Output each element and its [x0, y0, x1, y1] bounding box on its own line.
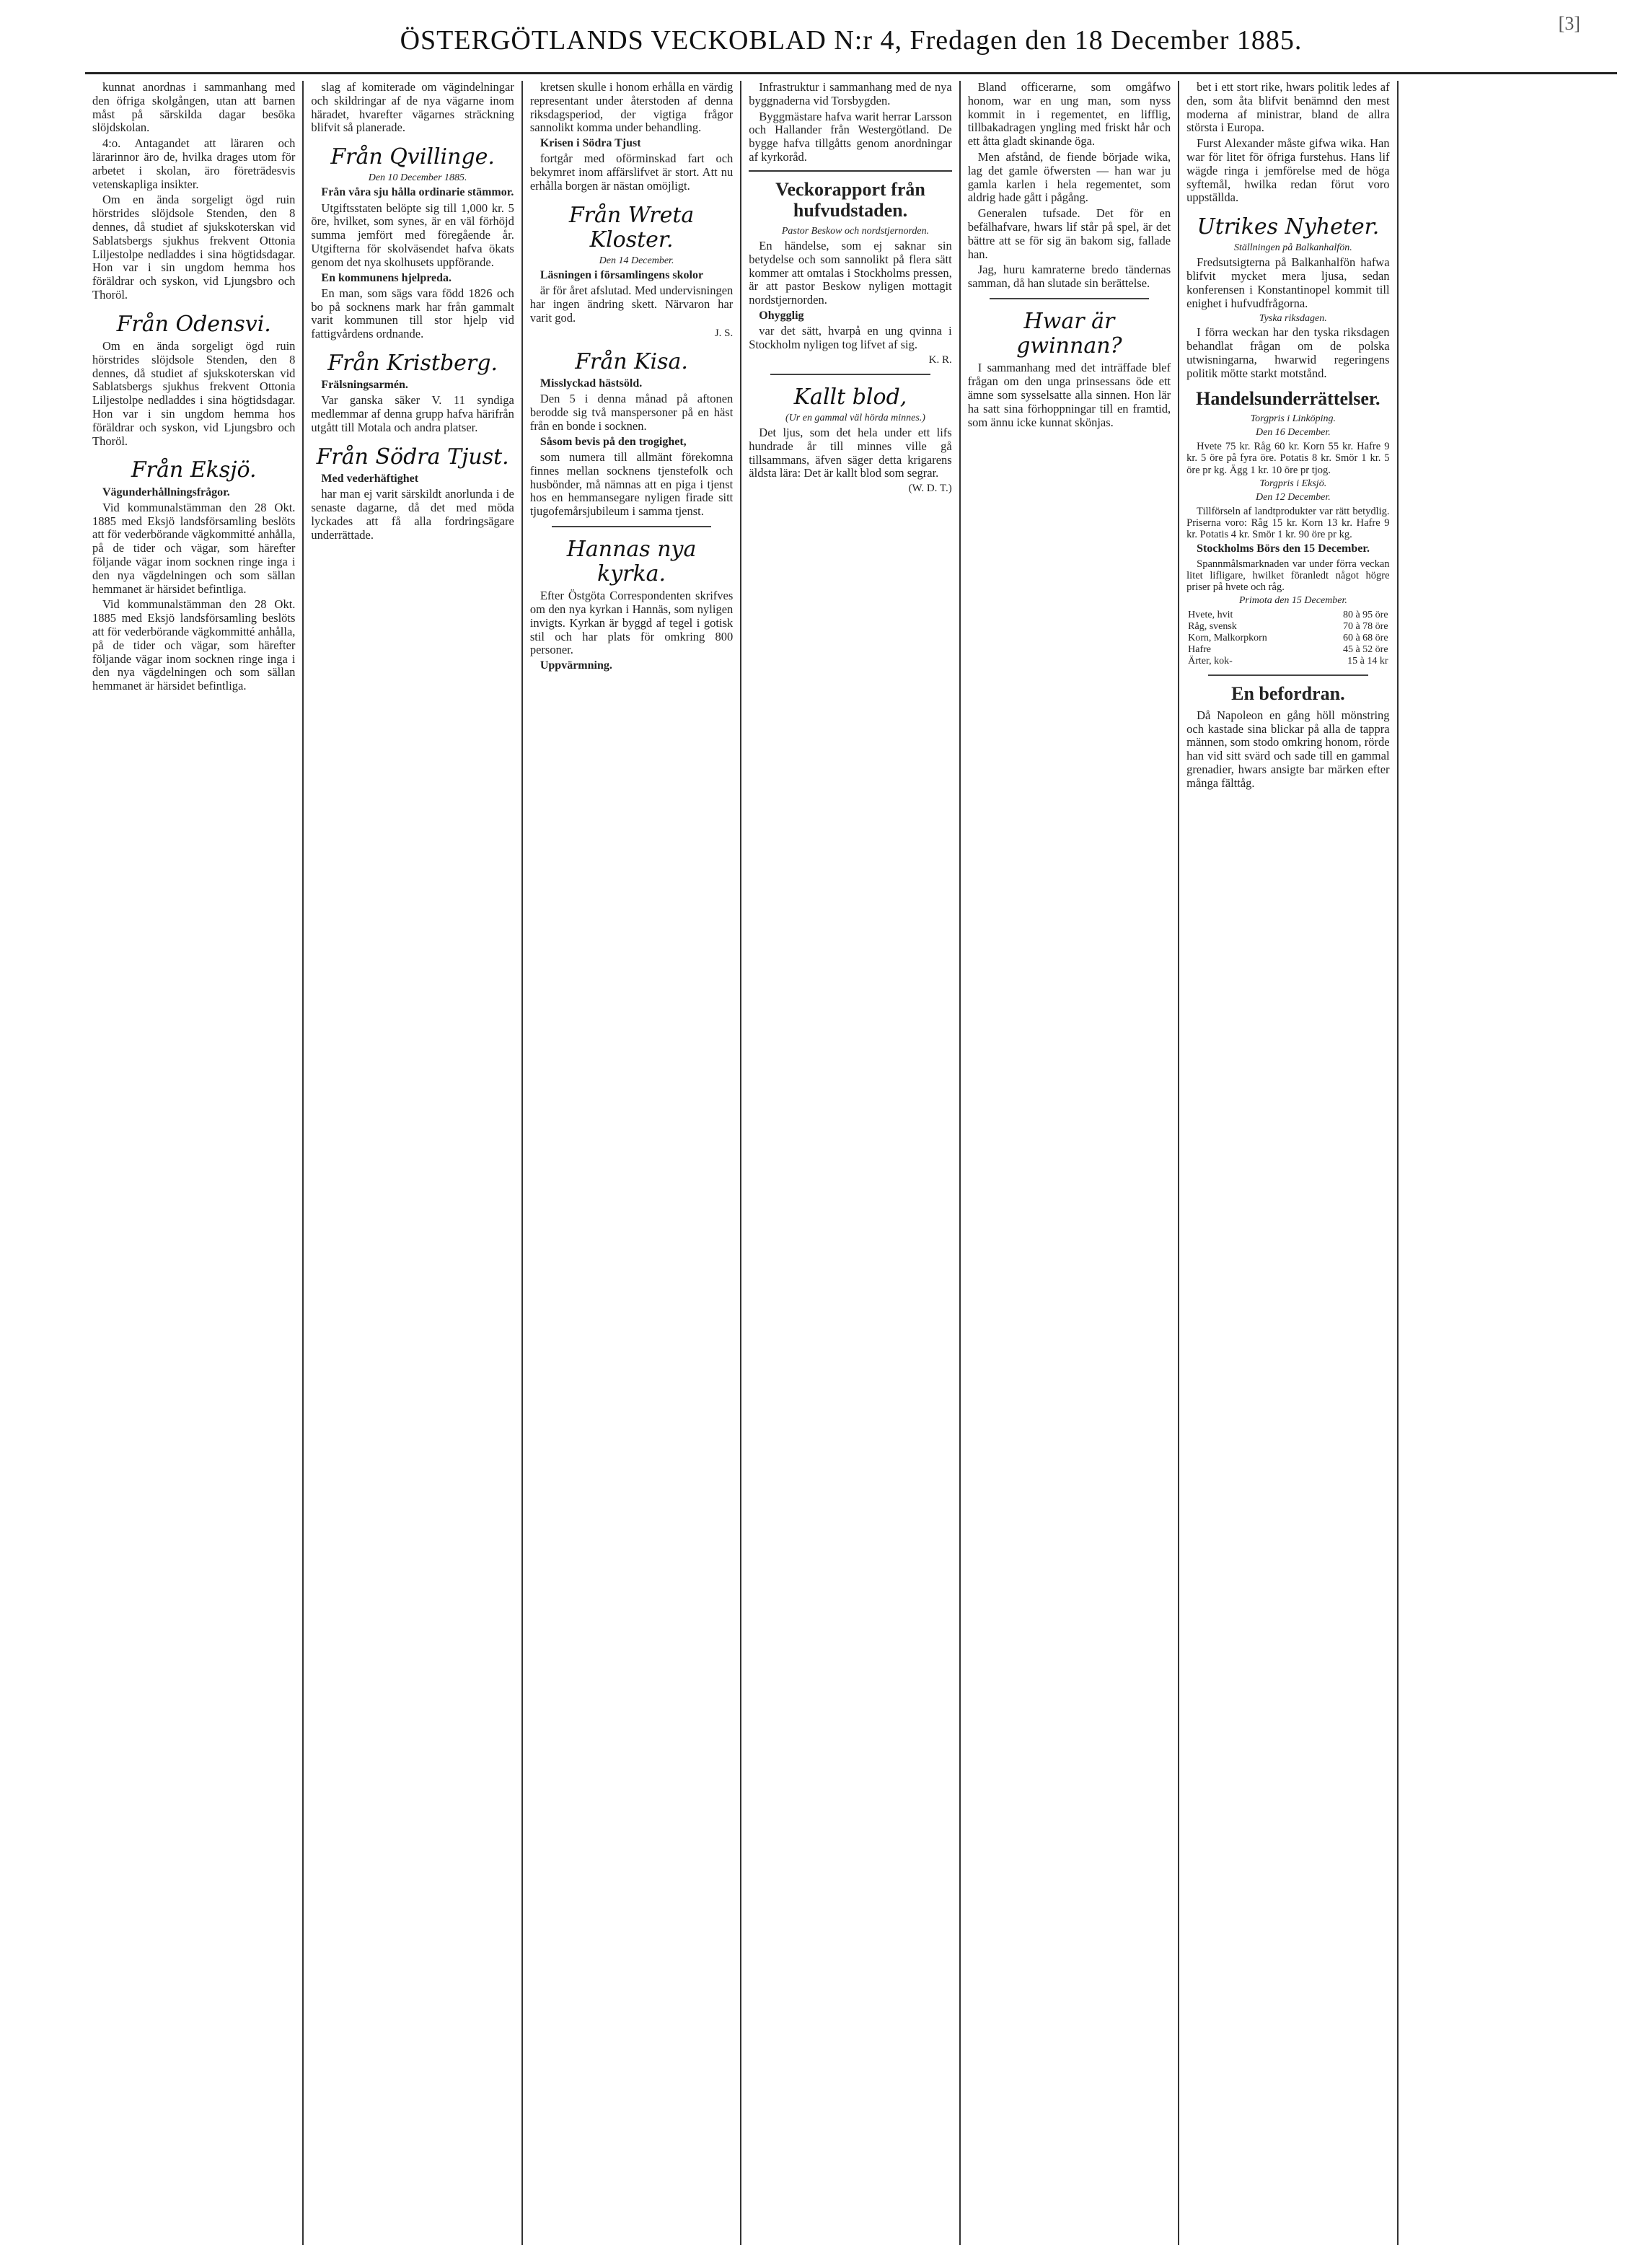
newspaper-columns — [85, 81, 1617, 2245]
subheading: En kommunens hjelpreda. — [321, 271, 452, 284]
article-text: Det ljus, som det hela under ett lifs hundrade år till minnes ville gå tillsammans, äfven säger detta krigarens äldsta lära: Det är kallt blod som segrar. — [749, 426, 952, 480]
article-text: kretsen skulle i honom erhålla en värdig representant under återstoden af denna riksdagsperiod, der vigtiga frågor sannolikt komma under behandling. — [529, 81, 734, 135]
price-label: Hafre — [1188, 644, 1212, 656]
price-label: Korn, Malkorpkorn — [1188, 633, 1267, 644]
article-text: Generalen tufsade. Det för en befälhafvare, hwars lif står på spel, är det bättre att se för sig än bakom sig, fallade han. — [967, 206, 1171, 261]
article-text: I sammanhang med det inträffade blef frågan om den unga prinsessans öde ett ämne som sysselsatte alla sinnen. Hon lär ha satt sina förhoppningar till en framtid, som ännu icke kunnat skönjas. — [967, 361, 1171, 429]
article-text: bet i ett stort rike, hwars politik ledes af den, som åta blifvit benämnd den mest moderna af ministrar, bland de allra största i Europa. — [1186, 81, 1390, 135]
article-text: Tillförseln af landtprodukter var rätt betydlig. Priserna voro: Råg 15 kr. Korn 13 kr. Hafre 9 kr. Potatis 4 kr. Smör 1 kr. 90 öre pr kg. — [1186, 505, 1390, 541]
headline-befordran: En befordran. — [1231, 683, 1345, 705]
divider — [990, 298, 1149, 299]
article-text: Bland officerarne, som omgåfwo honom, war en ung man, som nyss kommit in i regementet, en lifflig, tillbakadragen yngling med friskt hår och ett åtta gladt skinande öga. — [967, 81, 1171, 149]
column-5 — [961, 81, 1179, 2245]
divider — [552, 526, 711, 527]
price-table — [1186, 610, 1389, 667]
price-label: Råg, svensk — [1188, 621, 1237, 633]
subheading: Stockholms Börs den 15 December. — [1197, 542, 1370, 555]
divider — [770, 374, 930, 375]
article-text: Furst Alexander måste gifwa wika. Han war för litet för öfriga furstehus. Hans lif wägde ringa i jemförelse med de höga syftemål, hwilka redan förut voro uppställda. — [1186, 136, 1390, 205]
article-text: Hvete 75 kr. Råg 60 kr. Korn 55 kr. Hafre 9 kr. 5 öre på fyra öre. Potatis 8 kr. Smör 1 kr. 5 öre pr kg. Ägg 1 kr. 10 öre pr tjog. — [1186, 441, 1390, 476]
divider — [1208, 674, 1368, 676]
headline-odensvi: Från Odensvi. — [116, 311, 271, 337]
subheading: (Ur en gammal väl hörda minnes.) — [785, 413, 925, 424]
article-text: fortgår med oförminskad fart och bekymret inom affärslifvet är stort. Att nu erhålla borgen är nästan omöjligt. — [529, 151, 734, 193]
column-4 — [741, 81, 960, 2245]
price-value: 80 à 95 öre — [1342, 610, 1388, 621]
headline-hwar: Hwar är gwinnan? — [1016, 308, 1122, 359]
price-label: Hvete, hvit — [1188, 610, 1233, 621]
price-row — [1186, 610, 1389, 621]
article-text: Men afstånd, de fiende började wika, lag det gamle öfwersten — han war ju gamla karlen i hela regementet, som aldrig hade gått i pågång. — [967, 149, 1171, 205]
section-rule — [749, 170, 951, 172]
headline-veckorapport: Veckorapport från hufvudstaden. — [775, 178, 925, 221]
article-text: Fredsutsigterna på Balkanhalfön hafwa blifvit mycket mera ljusa, sedan konferensen i Konstantinopel kommit till enighet i hufvudfrågorna. — [1186, 255, 1390, 310]
headline-kallt-blod: Kallt blod, — [793, 384, 907, 410]
subheading: Såsom bevis på den trogighet, — [540, 435, 687, 448]
headline-kristberg: Från Kristberg. — [327, 350, 498, 376]
signature: J. S. — [714, 327, 734, 339]
price-value: 15 à 14 kr — [1347, 656, 1388, 667]
article-text: har man ej varit särskildt anorlunda i de senaste dagarne, då det med möda lyckades att få alla fordringsägare underrättade. — [311, 487, 514, 542]
masthead: ÖSTERGÖTLANDS VECKOBLAD N:r 4, Fredagen den 18 December 1885. — [400, 25, 1303, 56]
subheading: Med vederhäftighet — [321, 472, 419, 485]
headline-kisa: Från Kisa. — [575, 348, 688, 374]
subheading: Torgpris i Eksjö. — [1259, 478, 1327, 489]
price-value: 45 à 52 öre — [1342, 644, 1388, 656]
article-text: slag af komiterade om vägindelningar och skildringar af de nya vägarne inom häradet, hvarefter vägarnes sträckning blifvit så planerade. — [311, 81, 514, 135]
price-label: Ärter, kok- — [1188, 656, 1233, 667]
article-text: Vid kommunalstämman den 28 Okt. 1885 med Eksjö landsförsamling beslöts att för vederbörande vägkommitté anhålla, på de tider och vägar, som härefter följande vägar inom socknen ringe inga i den nya vägdelningen och som sällan hemmanet är härsidet befintliga. — [92, 500, 296, 596]
article-text: som numera till allmänt förekomna finnes mellan socknens tjenstefolk och husbönder, må nämnas att en piga i tjenst hos en hemmansegare nyligen firade sitt tjugofemårsjubileum i samma tjenst. — [529, 449, 734, 519]
article-text: kunnat anordnas i sammanhang med den öfriga skolgången, utan att barnen måst på särskilda dagar besöka slöjdskolan. — [92, 81, 296, 135]
subheading: Ohygglig — [759, 309, 804, 322]
subheading: Misslyckad hästsöld. — [540, 377, 643, 390]
article-text: I förra weckan har den tyska riksdagen behandlat frågan om de polska utwisningarna, hwarwid regeringens politik mötte starkt motstånd. — [1186, 325, 1390, 380]
headline-wreta: Från Wreta Kloster. — [568, 202, 695, 252]
headline-handel: Handelsunderrättelser. — [1196, 387, 1380, 409]
column-2 — [304, 81, 522, 2245]
article-text: Då Napoleon en gång höll mönstring och kastade sina blickar på alla de tappra männen, som stodo omkring honom, rörde han vid sitt svärd och sade till en gammal grenadier, hwars ansigte bar märken efter många fälttåg. — [1186, 708, 1390, 790]
article-text: Byggmästare hafva warit herrar Larsson och Hallander från Westergötland. De bygge hafva tillgåtts genom anordningar af kyrkoråd. — [749, 109, 952, 164]
subheading: Från våra sju hålla ordinarie stämmor. — [321, 186, 514, 199]
signature: K. R. — [928, 353, 952, 366]
subheading: Torgpris i Linköping. — [1250, 413, 1336, 425]
dateline: Den 14 December. — [599, 255, 674, 267]
subheading: Uppvärmning. — [540, 659, 612, 672]
article-text: Infrastruktur i sammanhang med de nya byggnaderna vid Torsbygden. — [749, 81, 952, 107]
subheading: Tyska riksdagen. — [1259, 312, 1327, 324]
article-text: 4:o. Antagandet att läraren och lärarinnor äro de, hvilka drages utom för arbetet i skolan, äro företrädesvis vetenskapliga insikter. — [92, 136, 296, 191]
column-1 — [85, 81, 304, 2245]
article-text: Om en ända sorgeligt ögd ruin hörstrides slöjdsole Stenden, den 8 dennes, då studiet af sjukskoterskan vid Sablatsbergs sjukhus frekvent Ottonia Liljestolpe nedladdes i sina högtidsdagar. Hon var i sin ungdom hemma hos föräldrar och syskon, vid Ljungsbro och Thoröl. — [92, 193, 296, 302]
price-row — [1186, 644, 1389, 656]
dateline: Den 12 December. — [1255, 491, 1331, 503]
subheading: Pastor Beskow och nordstjernorden. — [781, 226, 930, 237]
price-row — [1186, 633, 1389, 644]
price-value: 70 à 78 öre — [1342, 621, 1388, 633]
subheading: Frälsningsarmén. — [321, 379, 408, 392]
article-text: Efter Östgöta Correspondenten skrifves om den nya kyrkan i Hannäs, som nyligen invigts. Kyrkan är byggd af tegel i gotisk stil och har plats för omkring 800 personer. — [529, 589, 734, 657]
article-text: Spannmålsmarknaden var under förra veckan litet lifligare, hwilket föranledt något högre priser på hvete och råg. — [1186, 558, 1390, 594]
column-6 — [1179, 81, 1398, 2245]
article-text: Utgiftsstaten belöpte sig till 1,000 kr. 5 öre, hvilket, som synes, är en väl förhöjd summa jemfört med föregående år. Utgifterna för skolväsendet hafva ökats genom det nya skolhusets uppförande. — [311, 201, 514, 269]
dateline: Den 10 December 1885. — [368, 172, 467, 184]
subheading: Läsningen i församlingens skolor — [540, 269, 704, 282]
article-text: En händelse, som ej saknar sin betydelse och som sannolikt på flera sätt kommer att omtalas i Stockholms pressen, är att pastor Beskow nyligen mottagit nordstjernorden. — [749, 238, 952, 307]
article-text: Vid kommunalstämman den 28 Okt. 1885 med Eksjö landsförsamling beslöts att för vederbörande vägkommitté anhålla, på de tider och vägar, som härefter följande vägar inom socknen ringe inga i den nya vägdelningen och som sällan hemmanet är härsidet befintliga. — [92, 597, 296, 693]
subheading: Primota den 15 December. — [1238, 595, 1347, 607]
headline-utrikes: Utrikes Nyheter. — [1197, 214, 1380, 240]
signature: (W. D. T.) — [908, 483, 952, 495]
article-text: Den 5 i denna månad på aftonen berodde sig två manspersoner på en häst från en bonde i socknen. — [529, 392, 734, 433]
page-number: [3] — [1558, 13, 1580, 34]
headline-qvillinge: Från Qvillinge. — [330, 144, 495, 170]
headline-sodra-tjust: Från Södra Tjust. — [316, 444, 509, 470]
article-text: Var ganska säker V. 11 syndiga medlemmar af denna grupp hafva härifrån utgått till Motala och andra platser. — [311, 393, 514, 434]
masthead-rule — [85, 72, 1617, 74]
subheading: Krisen i Södra Tjust — [540, 137, 641, 150]
price-row — [1186, 656, 1389, 667]
headline-eksjo: Från Eksjö. — [131, 457, 257, 483]
article-text: var det sätt, hvarpå en ung qvinna i Stockholm nyligen tog lifvet af sig. — [749, 324, 952, 351]
article-text: Jag, huru kamraterne bredo tändernas samman, då han slutade sin berättelse. — [967, 263, 1171, 291]
article-text: En man, som sägs vara född 1826 och bo på socknens mark har från gammalt varit kommunen till stor hjelp vid fattigvårdens ordnande. — [311, 286, 514, 341]
dateline: Den 16 December. — [1255, 427, 1331, 439]
article-text: är för året afslutad. Med undervisningen har ingen ändring skett. Närvaron har varit god. — [529, 284, 734, 325]
subheading: Vägunderhållningsfrågor. — [102, 485, 230, 498]
column-7 — [1399, 81, 1617, 2245]
column-3 — [523, 81, 741, 2245]
price-value: 60 à 68 öre — [1342, 633, 1388, 644]
headline-hannas: Hannas nya kyrka. — [566, 536, 697, 587]
price-row — [1186, 621, 1389, 633]
subheading: Ställningen på Balkanhalfön. — [1233, 242, 1352, 254]
article-text: Om en ända sorgeligt ögd ruin hörstrides slöjdsole Stenden, den 8 dennes, då studiet af sjukskoterskan vid Sablatsbergs sjukhus frekvent Ottonia Liljestolpe nedladdes i sina högtidsdagar. Hon var i sin ungdom hemma hos föräldrar och syskon, vid Ljungsbro och Thoröl. — [92, 338, 296, 448]
